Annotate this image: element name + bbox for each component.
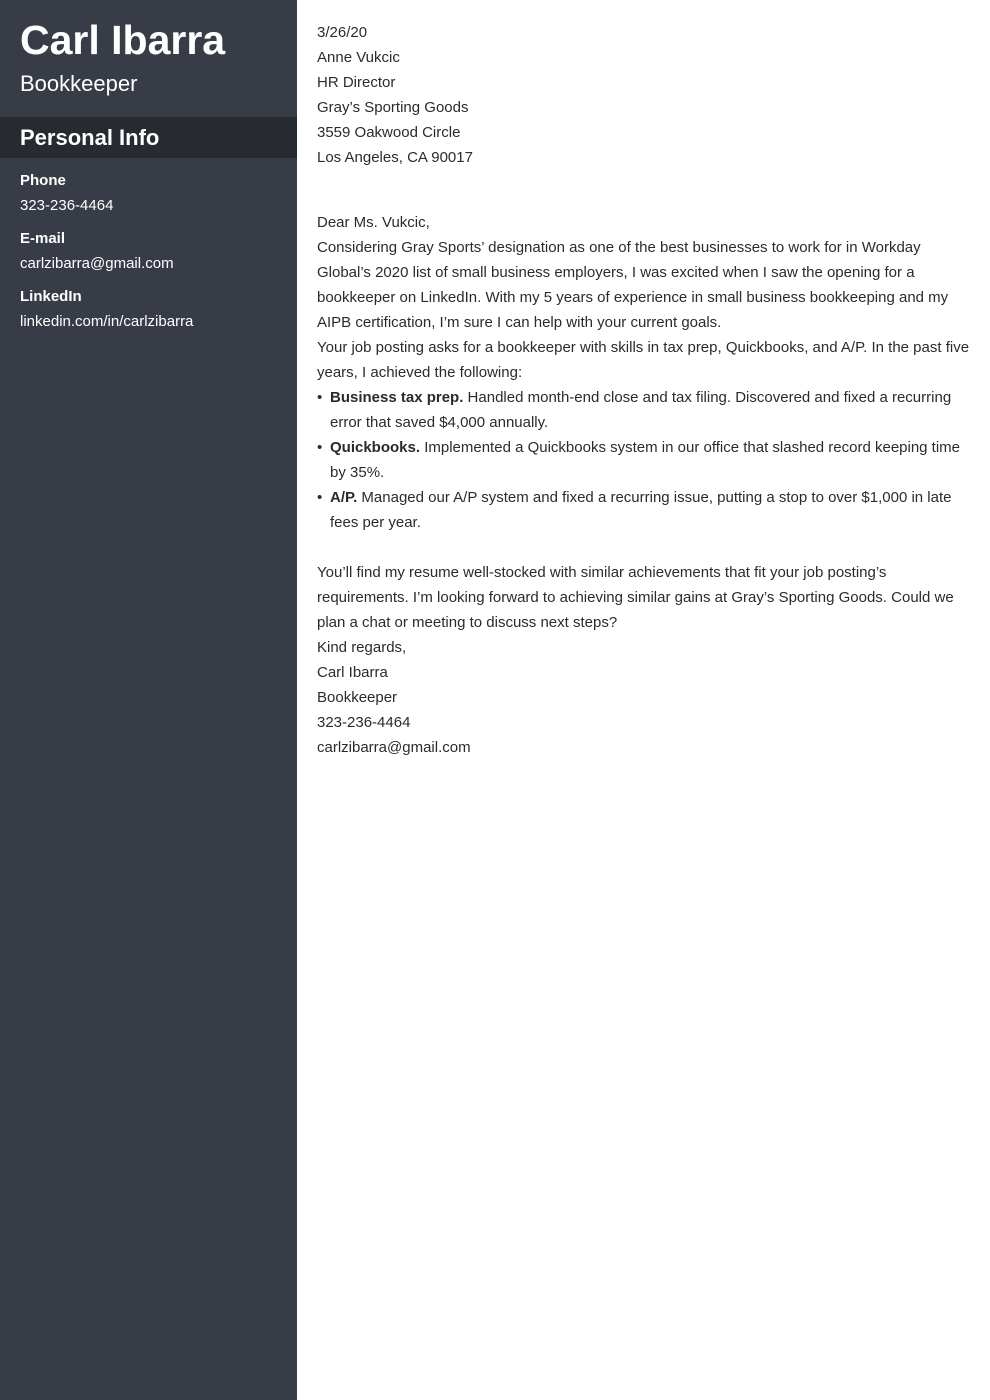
email-value: carlzibarra@gmail.com: [20, 255, 174, 272]
signature-title: Bookkeeper: [317, 689, 398, 706]
phone-label: Phone: [20, 172, 66, 189]
applicant-name: Carl Ibarra: [20, 17, 226, 63]
letter-date: 3/26/20: [317, 24, 368, 41]
achievements-section: [317, 335, 973, 535]
recipient-company: Gray’s Sporting Goods: [317, 99, 469, 116]
recipient-street: 3559 Oakwood Circle: [317, 124, 461, 141]
achievement-item: [317, 435, 973, 485]
signature-name: Carl Ibarra: [317, 664, 388, 681]
linkedin-value: linkedin.com/in/carlzibarra: [20, 313, 194, 330]
greeting: Dear Ms. Vukcic,: [317, 214, 430, 231]
bullet-icon: •: [317, 389, 323, 406]
achievement-item: [317, 385, 973, 435]
recipient-address: [317, 45, 973, 170]
achievement-text: Implemented a Quickbooks system in our office that slashed record keeping time by 35%.: [330, 439, 961, 481]
applicant-role: Bookkeeper: [20, 71, 138, 96]
bullet-icon: •: [317, 439, 323, 456]
achievements-intro: Your job posting asks for a bookkeeper with skills in tax prep, Quickbooks, and A/P. In the past five years, I achieved the following:: [317, 339, 970, 381]
recipient-name: Anne Vukcic: [317, 49, 400, 66]
signoff: Kind regards,: [317, 639, 407, 656]
personal-info-title: Personal Info: [20, 125, 160, 150]
signature-phone: 323-236-4464: [317, 714, 411, 731]
signature-email: carlzibarra@gmail.com: [317, 739, 471, 756]
cover-letter: [317, 20, 973, 760]
phone-value: 323-236-4464: [20, 197, 114, 214]
recipient-title: HR Director: [317, 74, 396, 91]
intro-paragraph: Considering Gray Sports’ designation as one of the best businesses to work for in Workday Global’s 2020 list of small business employers, I was excited when I saw the opening for a bookkeeper on LinkedIn. With my 5 years of experience in small business bookkeeping and my AIPB certification, I’m sure I can help with your current goals.: [317, 239, 949, 331]
achievement-heading: Quickbooks.: [330, 439, 421, 456]
closing-paragraph: You’ll find my resume well-stocked with similar achievements that fit your job posting’s requirements. I’m looking forward to achieving similar gains at Gray’s Sporting Goods. Could we plan a chat or meeting to discuss next steps?: [317, 564, 954, 631]
achievement-text: Handled month-end close and tax filing. Discovered and fixed a recurring error that saved $4,000 annually.: [330, 389, 952, 431]
achievement-item: [317, 485, 973, 535]
signature-block: [317, 660, 973, 760]
personal-info-header: [0, 117, 297, 158]
bullet-icon: •: [317, 489, 323, 506]
linkedin-label: LinkedIn: [20, 288, 82, 305]
sidebar: [0, 0, 297, 1400]
achievement-heading: A/P.: [330, 489, 358, 506]
achievements-list: [317, 385, 973, 535]
achievement-text: Managed our A/P system and fixed a recurring issue, putting a stop to over $1,000 in late fees per year.: [330, 489, 952, 531]
achievement-heading: Business tax prep.: [330, 389, 464, 406]
recipient-city: Los Angeles, CA 90017: [317, 149, 473, 166]
email-label: E-mail: [20, 230, 66, 247]
